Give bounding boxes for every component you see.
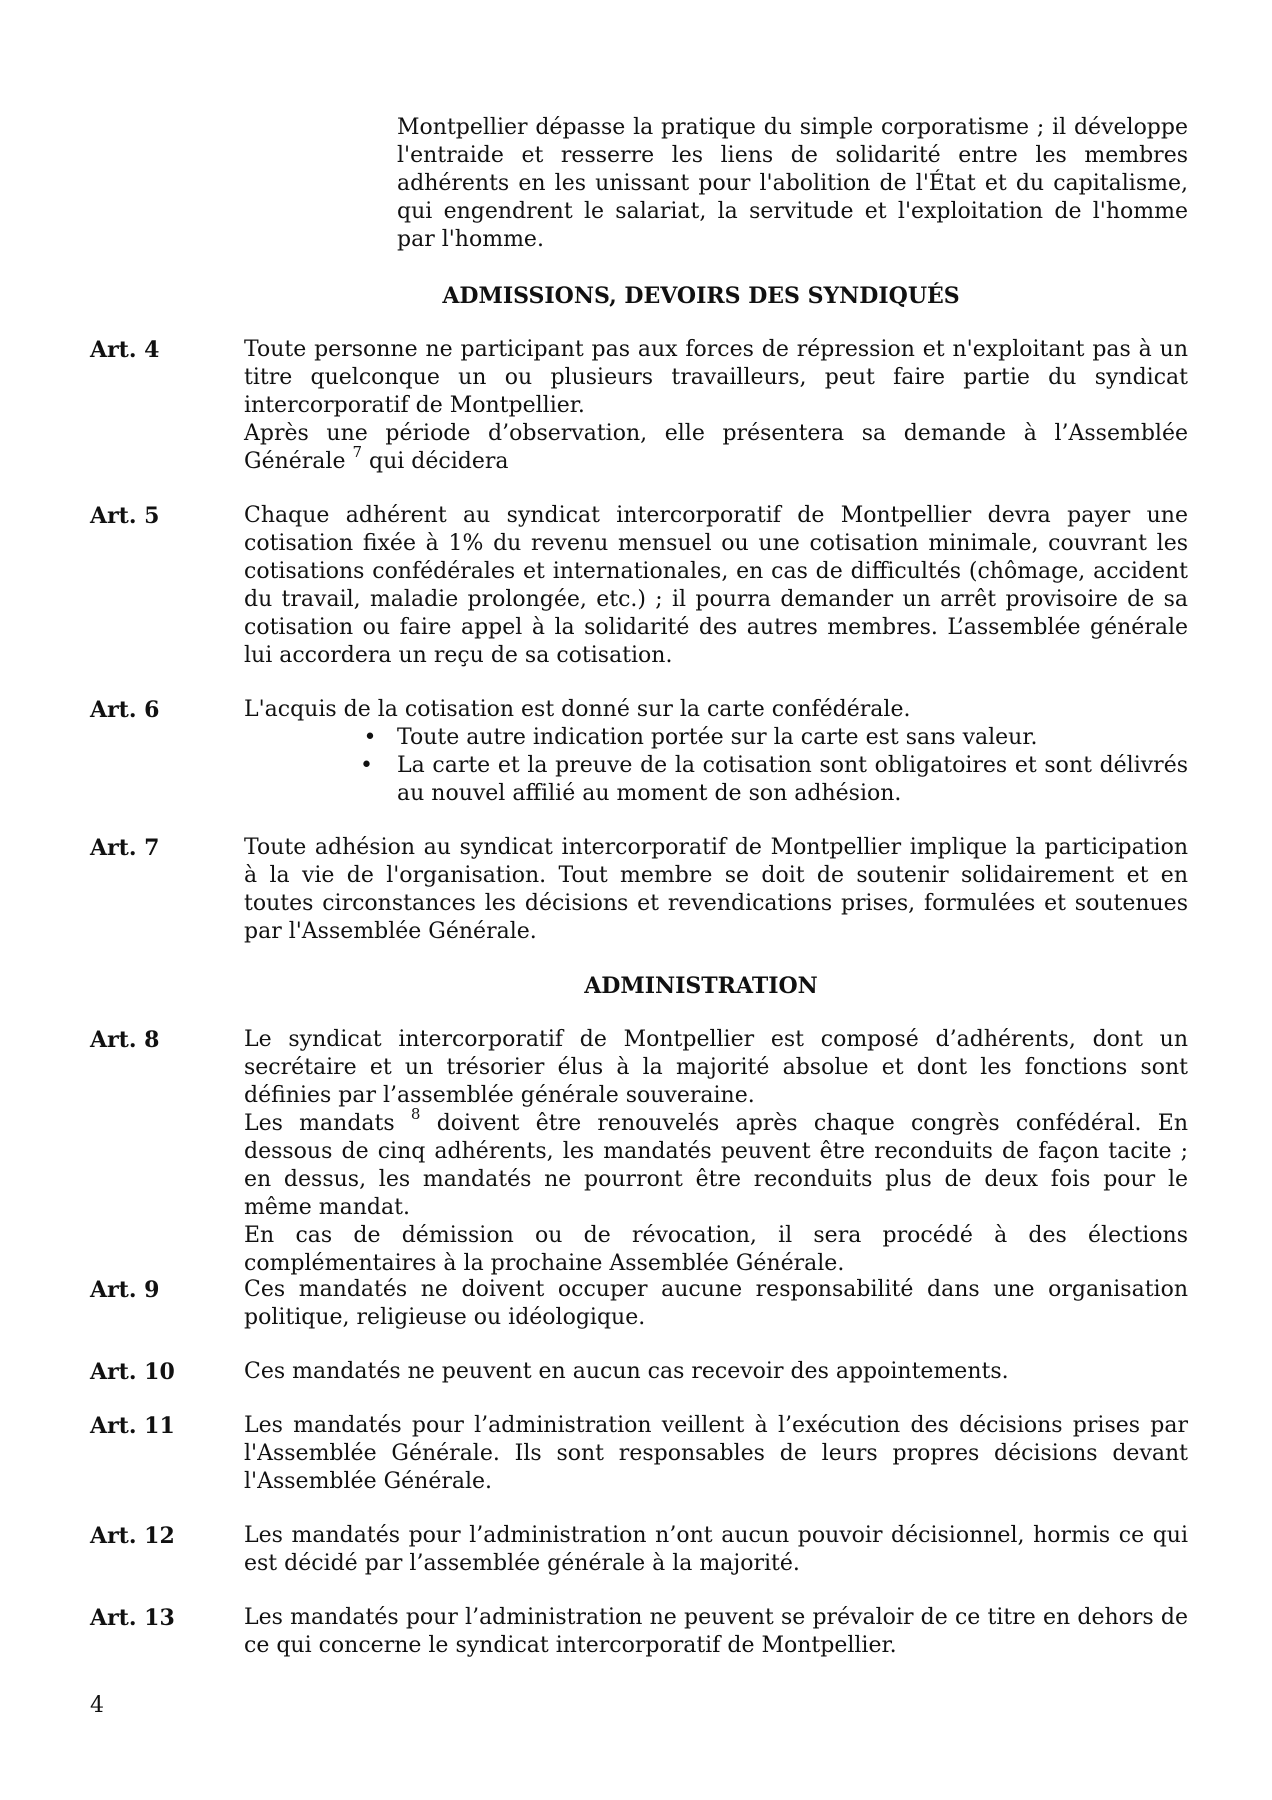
article-body	[244, 696, 1188, 808]
article-label: Art. 4	[90, 337, 160, 363]
article-paragraph: Les mandatés pour l’administration n’ont aucun pouvoir décisionnel, hormis ce qui est décidé par l’assemblée générale à la majorité.	[244, 1523, 1188, 1576]
list-item	[360, 724, 1188, 752]
article-label: Art. 10	[90, 1359, 175, 1385]
article-body	[244, 1358, 1188, 1386]
article-label: Art. 8	[90, 1027, 160, 1053]
list-item	[360, 752, 1188, 808]
article-paragraph	[244, 420, 1188, 476]
page-number: 4	[90, 1693, 104, 1718]
article-label: Art. 7	[90, 835, 160, 861]
section-heading-administration: ADMINISTRATION	[584, 973, 818, 999]
article-body	[244, 834, 1188, 946]
text-run: Les mandats	[244, 1111, 411, 1136]
article-label: Art. 9	[90, 1277, 160, 1303]
list-item-text: La carte et la preuve de la cotisation sont obligatoires et sont délivrés au nouvel affilié au moment de son adhésion.	[397, 753, 1188, 806]
text-run: doivent être renouvelés après chaque congrès confédéral. En dessous de cinq adhérents, les mandatés peuvent être reconduits de façon tacite ; en dessus, les mandatés ne pourront être reconduits plus de deux fois pour le même mandat.	[244, 1111, 1189, 1220]
intro-paragraph: Montpellier dépasse la pratique du simple corporatisme ; il développe l'entraide et resserre les liens de solidarité entre les membres adhérents en les unissant pour l'abolition de l'État et du capitalisme, qui engendrent le salariat, la servitude et l'exploitation de l'homme par l'homme.	[397, 115, 1188, 252]
article-label: Art. 5	[90, 503, 160, 529]
article-paragraph	[244, 1104, 1189, 1222]
article-paragraph: L'acquis de la cotisation est donné sur la carte confédérale.	[244, 697, 911, 722]
footnote-reference: 7	[352, 442, 363, 461]
article-paragraph: Toute personne ne participant pas aux forces de répression et n'exploitant pas à un titre quelconque un ou plusieurs travailleurs, peut faire partie du syndicat intercorporatif de Montpellier.	[244, 337, 1188, 418]
article-paragraph: En cas de démission ou de révocation, il sera procédé à des élections complémentaires à la prochaine Assemblée Générale.	[244, 1223, 1188, 1276]
article-body	[244, 336, 1188, 476]
article-body	[244, 1412, 1188, 1496]
article-body	[244, 1604, 1188, 1660]
article-paragraph: Ces mandatés ne peuvent en aucun cas recevoir des appointements.	[244, 1359, 1009, 1384]
article-label: Art. 12	[90, 1523, 175, 1549]
article-paragraph: Les mandatés pour l’administration ne peuvent se prévaloir de ce titre en dehors de ce qui concerne le syndicat intercorporatif de Montpellier.	[244, 1605, 1188, 1658]
article-body	[244, 502, 1188, 670]
article-paragraph: Les mandatés pour l’administration veillent à l’exécution des décisions prises par l'Assemblée Générale. Ils sont responsables de leurs propres décisions devant l'Assemblée Générale.	[244, 1413, 1188, 1494]
article-paragraph: Le syndicat intercorporatif de Montpellier est composé d’adhérents, dont un secrétaire et un trésorier élus à la majorité absolue et dont les fonctions sont définies par l’assemblée générale souveraine.	[244, 1027, 1188, 1108]
bullet-list	[360, 724, 1188, 808]
article-paragraph: Toute adhésion au syndicat intercorporatif de Montpellier implique la participation à la vie de l'organisation. Tout membre se doit de soutenir solidairement et en toutes circonstances les décisions et revendications prises, formulées et soutenues par l'Assemblée Générale.	[244, 835, 1188, 944]
bullet-icon: •	[363, 725, 377, 750]
article-label: Art. 11	[90, 1413, 175, 1439]
footnote-reference: 8	[410, 1104, 421, 1123]
section-heading-admissions: ADMISSIONS, DEVOIRS DES SYNDIQUÉS	[442, 283, 960, 309]
text-run: Après une période d’observation, elle présentera sa demande à l’Assemblée Générale	[244, 421, 1188, 474]
bullet-icon: •	[360, 753, 373, 778]
text-run: qui décidera	[362, 449, 509, 474]
list-item-text: Toute autre indication portée sur la carte est sans valeur.	[397, 725, 1038, 750]
article-body	[244, 1026, 1188, 1278]
article-label: Art. 13	[90, 1605, 175, 1631]
article-body	[244, 1276, 1188, 1332]
article-label: Art. 6	[90, 697, 160, 723]
article-paragraph: Chaque adhérent au syndicat intercorporatif de Montpellier devra payer une cotisation fixée à 1% du revenu mensuel ou une cotisation minimale, couvrant les cotisations confédérales et internationales, en cas de difficultés (chômage, accident du travail, maladie prolongée, etc.) ; il pourra demander un arrêt provisoire de sa cotisation ou faire appel à la solidarité des autres membres. L’assemblée générale lui accordera un reçu de sa cotisation.	[244, 503, 1188, 668]
article-body	[244, 1522, 1188, 1578]
article-paragraph: Ces mandatés ne doivent occuper aucune responsabilité dans une organisation politique, religieuse ou idéologique.	[244, 1277, 1188, 1330]
